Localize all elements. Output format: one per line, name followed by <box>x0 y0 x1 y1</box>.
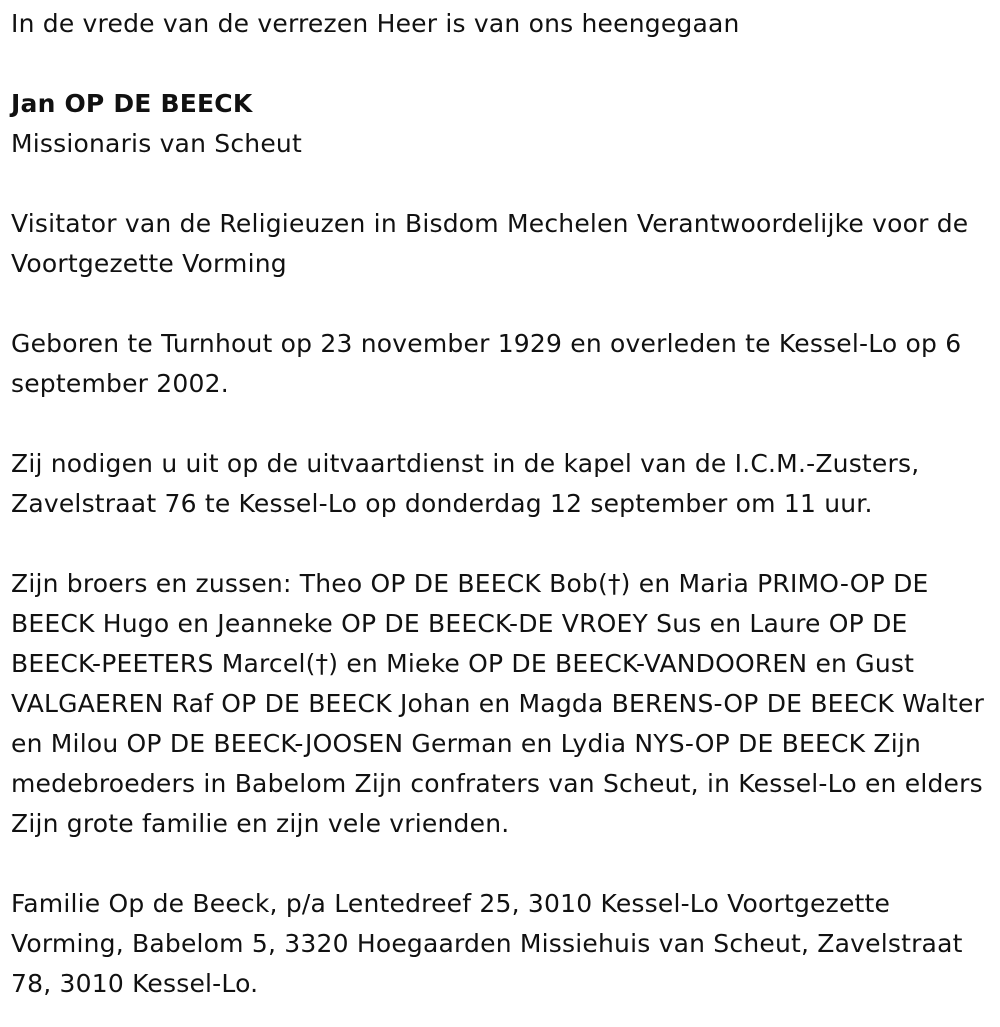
family-list-text: Zijn broers en zussen: Theo OP DE BEECK Bob(†) en Maria PRIMO-OP DE BEECK Hugo en Jeanneke OP DE BEECK-DE VROEY Sus en Laure OP DE BEECK-PEETERS Marcel(†) en Mieke OP DE BEECK-VANDOOREN en Gust VALGAEREN Raf OP DE BEECK Johan en Magda BERENS-OP DE BEECK Walter en Milou OP DE BEECK-JOOSEN German en Lydia NYS-OP DE BEECK Zijn medebroeders in Babelom Zijn confraters van Scheut, in Kessel-Lo en elders Zijn grote familie en zijn vele vrienden. <box>11 569 985 838</box>
deceased-name: Jan OP DE BEECK <box>11 89 253 118</box>
intro-text: In de vrede van de verrezen Heer is van ons heengegaan <box>11 9 740 38</box>
addresses-text: Familie Op de Beeck, p/a Lentedreef 25, 3010 Kessel-Lo Voortgezette Vorming, Babelom 5, 3320 Hoegaarden Missiehuis van Scheut, Zavelstraat 78, 3010 Kessel-Lo. <box>11 889 963 998</box>
deceased-role: Missionaris van Scheut <box>11 129 302 158</box>
functions-text: Visitator van de Religieuzen in Bisdom Mechelen Verantwoordelijke voor de Voortgezette Vorming <box>11 209 969 278</box>
funeral-invitation-text: Zij nodigen u uit op de uitvaartdienst in de kapel van de I.C.M.-Zusters, Zavelstraat 76 te Kessel-Lo op donderdag 12 september om 11 uur. <box>11 449 920 518</box>
birth-death-text: Geboren te Turnhout op 23 november 1929 en overleden te Kessel-Lo op 6 september 2002. <box>11 329 962 398</box>
